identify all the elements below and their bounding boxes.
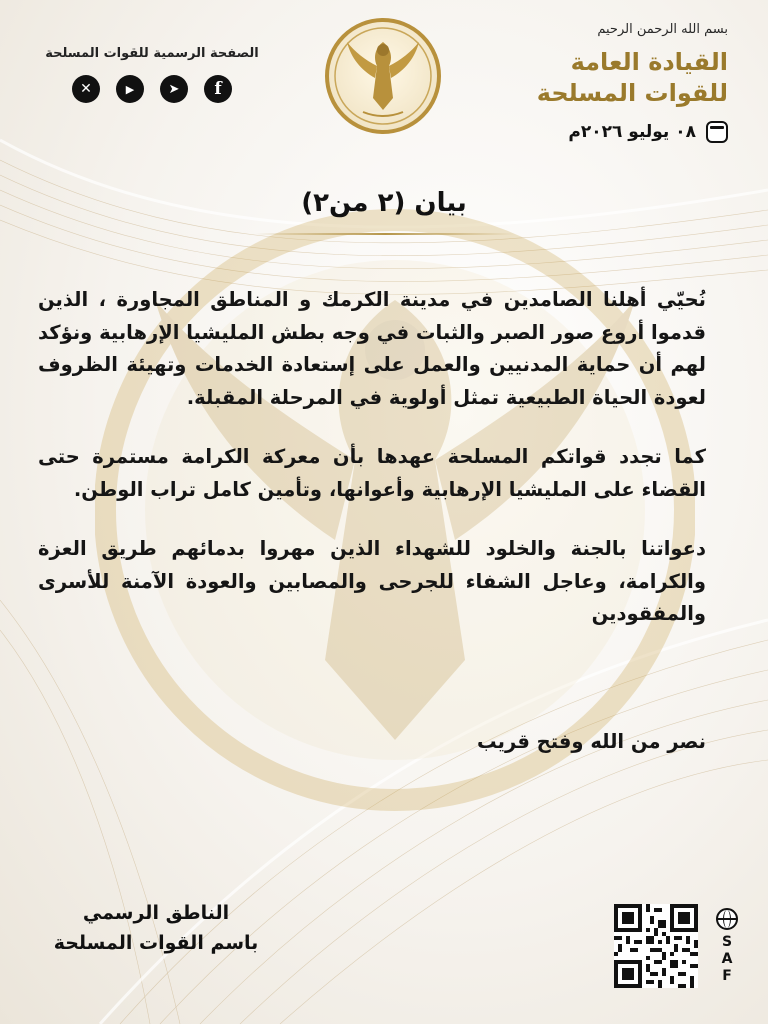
saf-mark xyxy=(714,908,740,985)
x-icon[interactable]: ✕ xyxy=(72,75,100,103)
statement-body xyxy=(38,284,706,658)
header-org-block xyxy=(468,22,728,143)
org-title-line2: للقوات المسلحة xyxy=(536,79,728,108)
paragraph-1: نُحيّي أهلنا الصامدين في مدينة الكرمك و المناطق المجاورة ، الذين قدموا أروع صور الصبر والثبات في وجه بطش المليشيا الإرهابية ونؤكد لهم أن حماية المدنيين والعمل على إستعادة الخدمات وتهيئة الظروف لعودة الحياة الطبيعية تمثل أولوية في المرحلة المقبلة. xyxy=(38,288,706,409)
social-links xyxy=(42,75,262,103)
statement-title: بيان (٢ من٢) xyxy=(301,188,467,218)
closing-phrase: نصر من الله وفتح قريب xyxy=(476,730,706,753)
spokesman-signature xyxy=(46,898,266,958)
saf-letter-a: A xyxy=(721,951,733,967)
armed-forces-emblem-icon xyxy=(323,16,443,136)
saf-letter-f: F xyxy=(722,968,732,984)
globe-icon[interactable] xyxy=(716,908,738,930)
paragraph-3: دعواتنا بالجنة والخلود للشهداء الذين مهروا بدمائهم طريق العزة والكرامة، وعاجل الشفاء للجرحى والمصابين والعودة الآمنة للأسرى والمفقودين xyxy=(38,537,706,625)
saf-letters xyxy=(714,934,740,985)
title-divider xyxy=(255,233,515,235)
header-social-block xyxy=(42,46,262,103)
spokesman-line1: الناطق الرسمي xyxy=(82,902,230,924)
spokesman-line2: باسم القوات المسلحة xyxy=(53,932,259,954)
qr-code-icon[interactable] xyxy=(614,904,698,988)
org-title-line1: القيادة العامة xyxy=(570,48,728,76)
facebook-icon[interactable]: f xyxy=(204,75,232,103)
statement-date: ٠٨ يوليو ٢٠٢٦م xyxy=(568,122,696,143)
paragraph-2: كما تجدد قواتكم المسلحة عهدها بأن معركة الكرامة مستمرة حتى القضاء على المليشيا الإرهابية وأعوانها، وتأمين كامل تراب الوطن. xyxy=(38,445,706,501)
calendar-icon xyxy=(706,121,728,143)
basmala: بسم الله الرحمن الرحيم xyxy=(597,22,728,37)
telegram-icon[interactable]: ➤ xyxy=(160,75,188,103)
official-page-label: الصفحة الرسمية للقوات المسلحة xyxy=(45,46,259,61)
date-row xyxy=(468,121,728,143)
youtube-icon[interactable]: ▶ xyxy=(116,75,144,103)
saf-letter-s: S xyxy=(721,934,733,950)
